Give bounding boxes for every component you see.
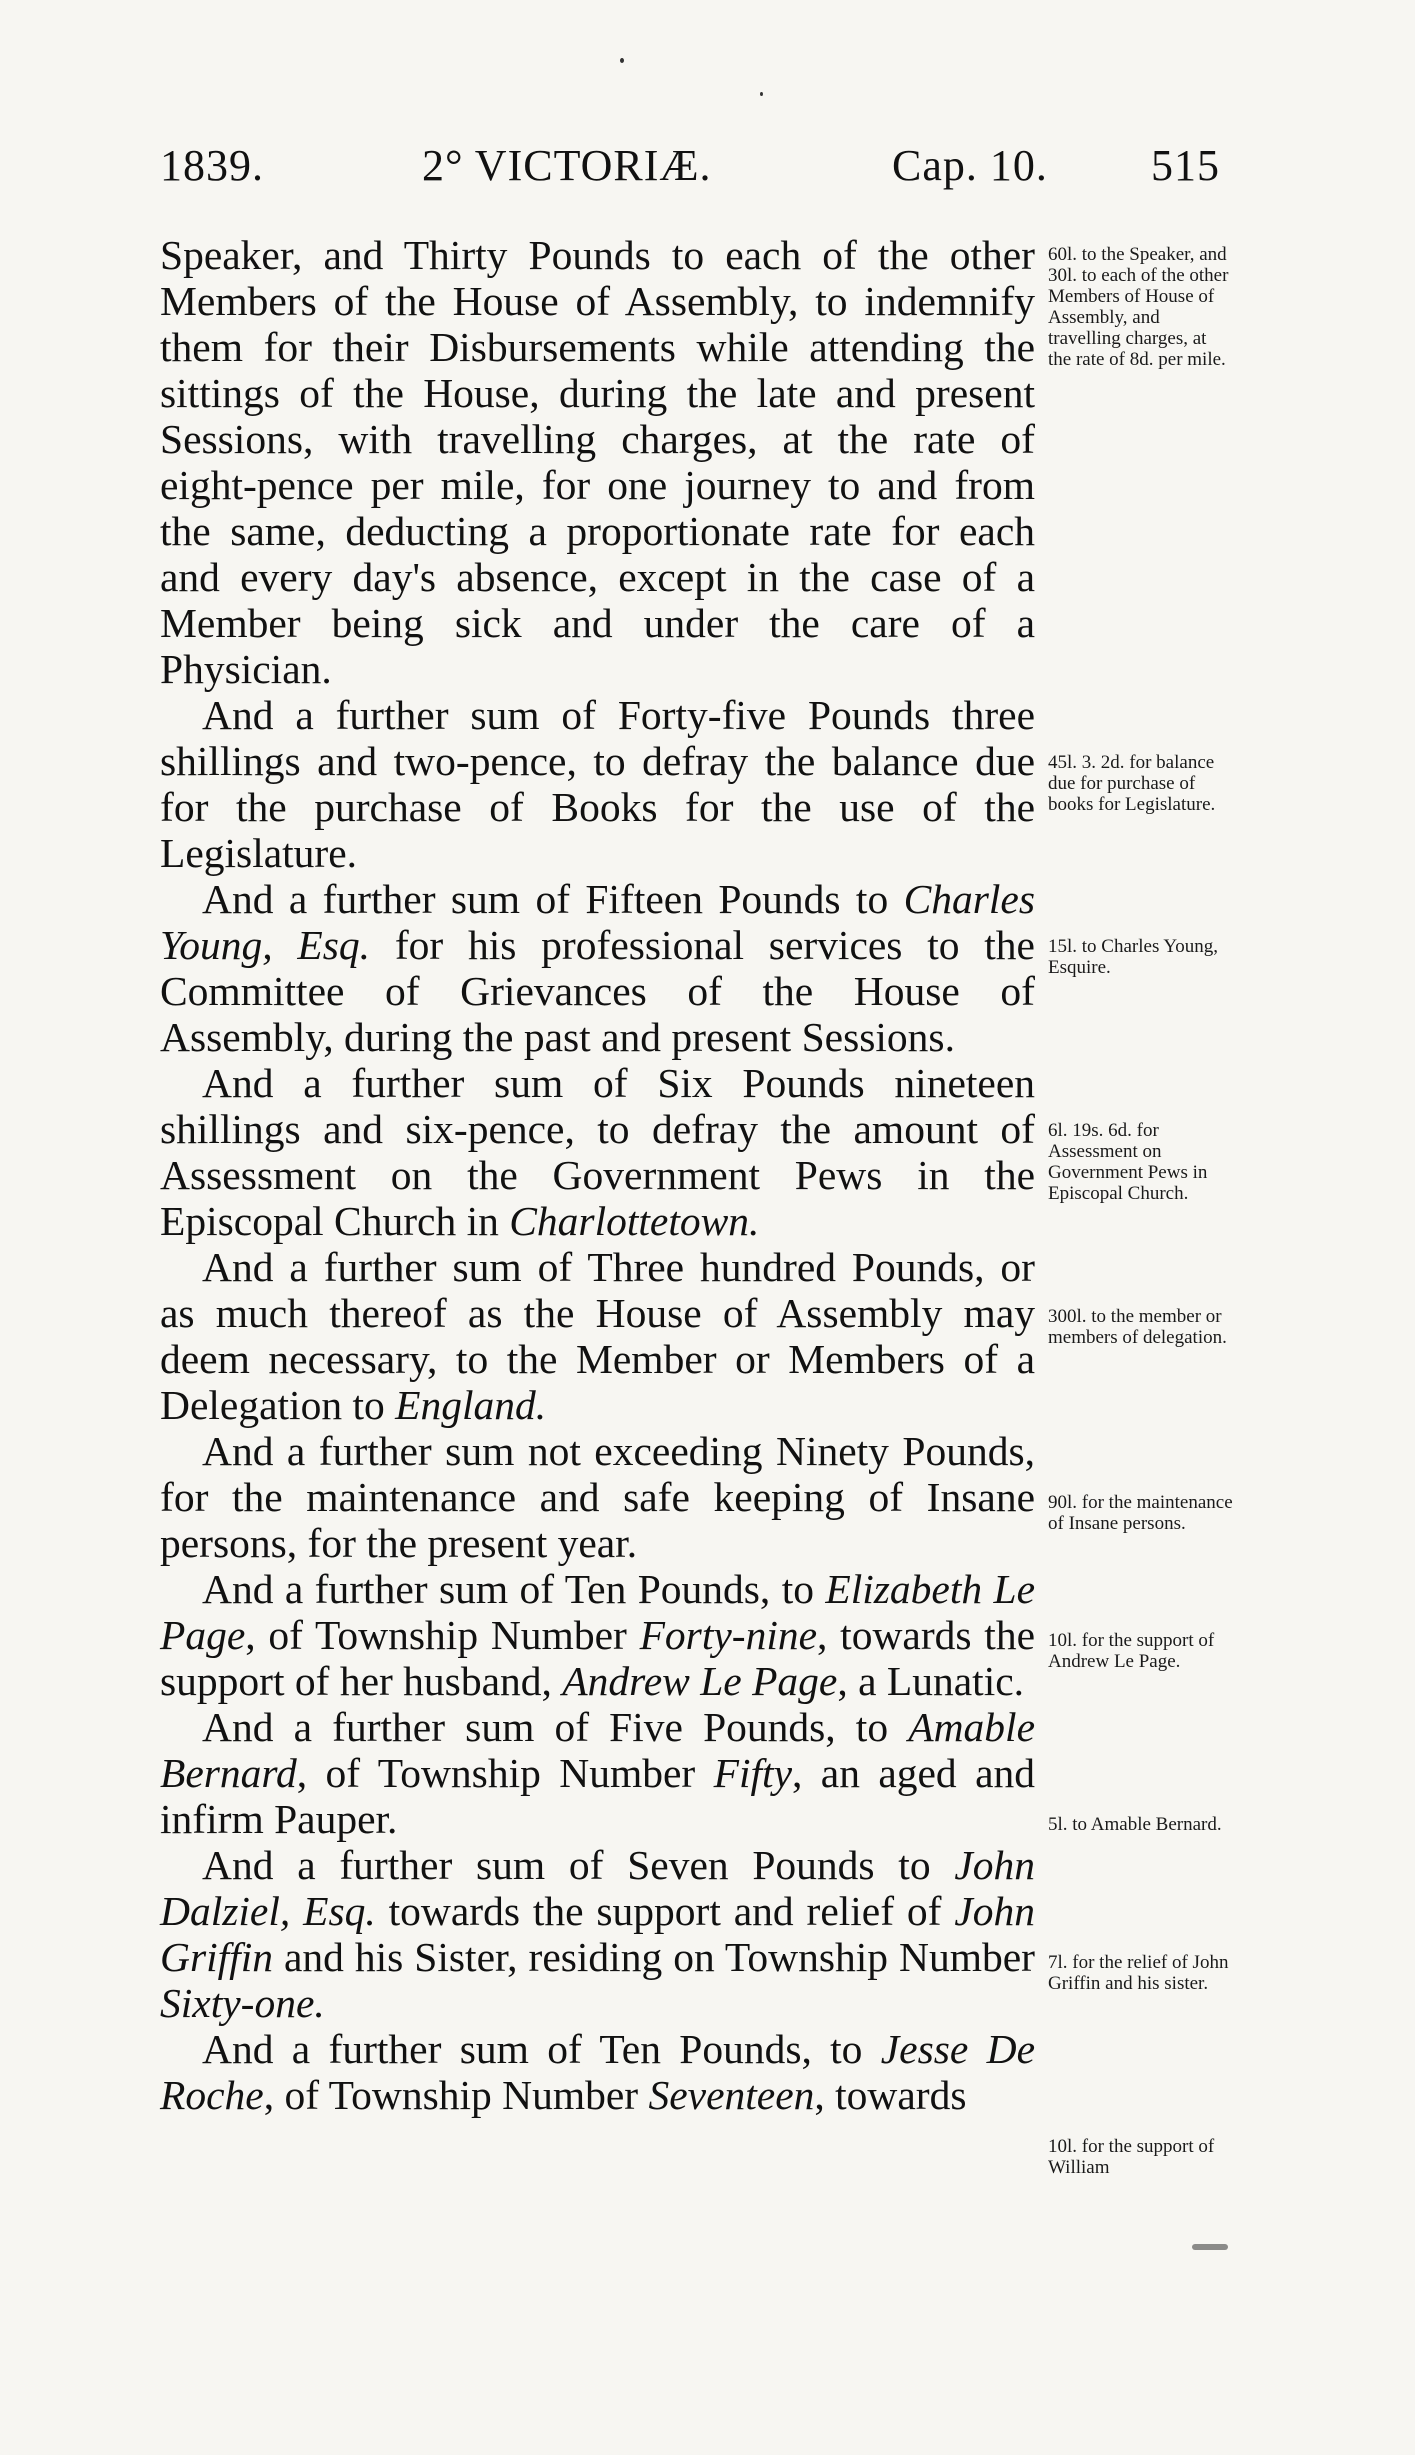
- paragraph-delegation: And a further sum of Three hundred Pounds, or as much thereof as the House of Assembly may deem necessary, to the Member or Members of a Delegation to England.: [160, 1244, 1035, 1428]
- margin-note-delegation: 300l. to the member or members of delegation.: [1048, 1306, 1227, 1348]
- header-year: 1839.: [160, 141, 264, 190]
- paper-speck: [620, 58, 624, 63]
- margin-note-speaker: 60l. to the Speaker, and 30l. to each of the other Members of House of Assembly, and travelling charges, at the rate of 8d. per mile.: [1048, 244, 1229, 370]
- margin-note-pews: 6l. 19s. 6d. for Assessment on Government Pews in Episcopal Church.: [1048, 1120, 1208, 1204]
- paragraph-john-griffin: And a further sum of Seven Pounds to John Dalziel, Esq. towards the support and relief of John Griffin and his Sister, residing on Township Number Sixty-one.: [160, 1842, 1035, 2026]
- page-number: 515: [1151, 141, 1220, 190]
- margin-note-insane: 90l. for the maintenance of Insane persons.: [1048, 1492, 1233, 1534]
- paragraph-insane-persons: And a further sum not exceeding Ninety Pounds, for the maintenance and safe keeping of Insane persons, for the present year.: [160, 1428, 1035, 1566]
- paragraph-books: And a further sum of Forty-five Pounds three shillings and two-pence, to defray the balance due for the purchase of Books for the use of the Legislature.: [160, 692, 1035, 876]
- header-regnal-year: 2° VICTORIÆ.: [422, 141, 712, 190]
- ink-smudge: [1192, 2244, 1228, 2250]
- paragraph-government-pews: And a further sum of Six Pounds nineteen shillings and six-pence, to defray the amount of Assessment on the Government Pews in the Episcopal Church in Charlottetown.: [160, 1060, 1035, 1244]
- paragraph-jesse-de-roche: And a further sum of Ten Pounds, to Jesse De Roche, of Township Number Seventeen, towards: [160, 2026, 1036, 2118]
- running-header: [160, 140, 1220, 200]
- margin-note-books: 45l. 3. 2d. for balance due for purchase of books for Legislature.: [1048, 752, 1216, 815]
- paper-speck: [760, 92, 763, 96]
- header-chapter: Cap. 10.: [892, 141, 1048, 190]
- statute-text: [160, 232, 1035, 2118]
- margin-note-william: 10l. for the support of William: [1048, 2136, 1215, 2178]
- margin-note-griffin: 7l. for the relief of John Griffin and his sister.: [1048, 1952, 1229, 1994]
- paragraph-le-page: And a further sum of Ten Pounds, to Elizabeth Le Page, of Township Number Forty-nine, towards the support of her husband, Andrew Le Page, a Lunatic.: [160, 1566, 1036, 1704]
- margin-note-bernard: 5l. to Amable Bernard.: [1048, 1814, 1222, 1835]
- margin-note-le-page: 10l. for the support of Andrew Le Page.: [1048, 1630, 1215, 1672]
- paragraph-amable-bernard: And a further sum of Five Pounds, to Amable Bernard, of Township Number Fifty, an aged and infirm Pauper.: [160, 1704, 1035, 1842]
- paragraph-speaker-members: Speaker, and Thirty Pounds to each of the other Members of the House of Assembly, to indemnify them for their Disbursements while attending the sittings of the House, during the late and present Sessions, with travelling charges, at the rate of eight-pence per mile, for one journey to and from the same, deducting a proportionate rate for each and every day's absence, except in the case of a Member being sick and under the care of a Physician.: [160, 232, 1035, 692]
- paragraph-charles-young: And a further sum of Fifteen Pounds to Charles Young, Esq. for his professional services to the Committee of Grievances of the House of Assembly, during the past and present Sessions.: [160, 876, 1035, 1060]
- margin-note-charles-young: 15l. to Charles Young, Esquire.: [1048, 936, 1218, 978]
